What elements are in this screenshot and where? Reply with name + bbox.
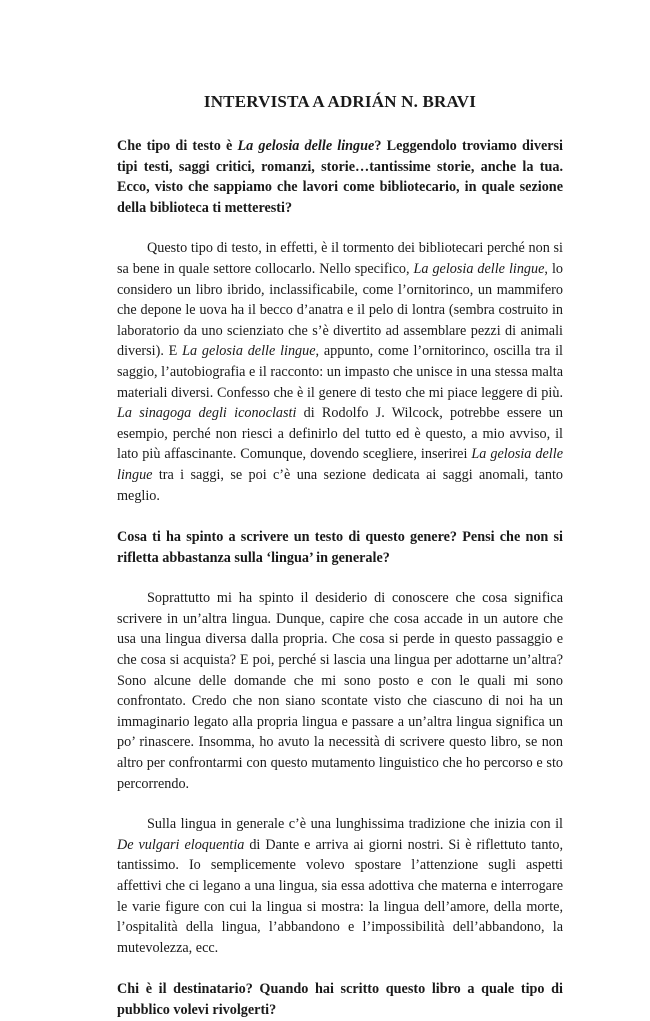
answer-1-text-2: , lo considero un libro ibrido, inclassificabile, come l’ornitorinco, un mammifero che depone le uova ha il becco d’anatra e il pelo di lontra (sembra costruito in laboratorio da uno scienziato che s’è divertito ad assemblare pezzi di animali diversi). E [117,260,563,360]
question-1-text-a: Che tipo di testo è [117,138,238,154]
question-3: Chi è il destinatario? Quando hai scritto questo libro a quale tipo di pubblico volevi rivolgerti? [117,981,563,1018]
question-1 [117,136,563,218]
answer-3 [117,814,563,958]
question-1-text-b: ? Leggendolo troviamo diversi tipi testi, saggi critici, romanzi, storie…tantissime storie, anche la tua. Ecco, visto che sappiamo che lavori come bibliotecario, in quale sezione della biblioteca ti metteresti? [117,138,563,216]
book-title: La gelosia delle lingue [237,138,375,154]
book-title: De vulgari eloquentia [117,836,245,853]
question-2: Cosa ti ha spinto a scrivere un testo di questo genere? Pensi che non si rifletta abbastanza sulla ‘lingua’ in generale? [117,529,563,566]
answer-3-text-1: Sulla lingua in generale c’è una lunghissima tradizione che inizia con il [147,816,563,833]
book-title: La sinagoga degli iconoclasti [117,405,297,422]
answer-2: Soprattutto mi ha spinto il desiderio di conoscere che cosa significa scrivere in un’altra lingua. Dunque, capire che cosa accade in un autore che usa una lingua diversa dalla propria. Che cosa si perde in questo passaggio e che cosa si acquista? E poi, perché si lascia una lingua per adottarne un’altra? Sono alcune delle domande che mi sono posto e con le quali mi sono confrontato. Credo che non siano scontate visto che ciascuno di noi ha un immaginario legato alla propria lingua e passare a un’altra lingua significa un po’ rinascere. Insomma, ho avuto la necessità di scrivere questo libro, se non altro per confrontarmi con questo mutamento linguistico che ho percorso e sto percorrendo. [117,590,563,792]
book-title: La gelosia delle lingue [413,260,545,277]
answer-1-text-1: Questo tipo di testo, in effetti, è il tormento dei bibliotecari perché non si sa bene in quale settore collocarlo. Nello specifico, [117,240,563,277]
book-title: La gelosia delle lingue [182,343,316,360]
answer-3-text-2: di Dante e arriva ai giorni nostri. Si è riflettuto tanto, tantissimo. Io semplicemente volevo spostare l’attenzione sugli aspetti affettivi che ci legano a una lingua, sia essa adottiva che materna e interrogare le varie figure con cui la lingua si mostra: la lingua dell’amore, della morte, l’ospitalità della lingua, l’abbandono e l’impossibilità dell’abbandono, la mutevolezza, ecc. [117,836,563,956]
page-title: INTERVISTA A ADRIÁN N. BRAVI [203,92,477,111]
answer-1-text-3: , appunto, come l’ornitorinco, oscilla tra il saggio, l’autobiografia e il racconto: un impasto che unisce in una stessa malta materiali diversi. Confesso che è il genere di testo che mi piace leggere di più. [117,343,563,401]
answer-1 [117,238,563,506]
document-page [117,92,563,1021]
answer-1-text-5: tra i saggi, se poi c’è una sezione dedicata ai saggi anomali, tanto meglio. [117,466,563,504]
book-title: La gelosia delle lingue [117,446,563,483]
answer-1-text-4: di Rodolfo J. Wilcock, potrebbe essere un esempio, perché non riesci a definirlo del tutto ed è questo, a mio avviso, il lato più affascinante. Comunque, dovendo scegliere, inserirei [117,405,563,463]
